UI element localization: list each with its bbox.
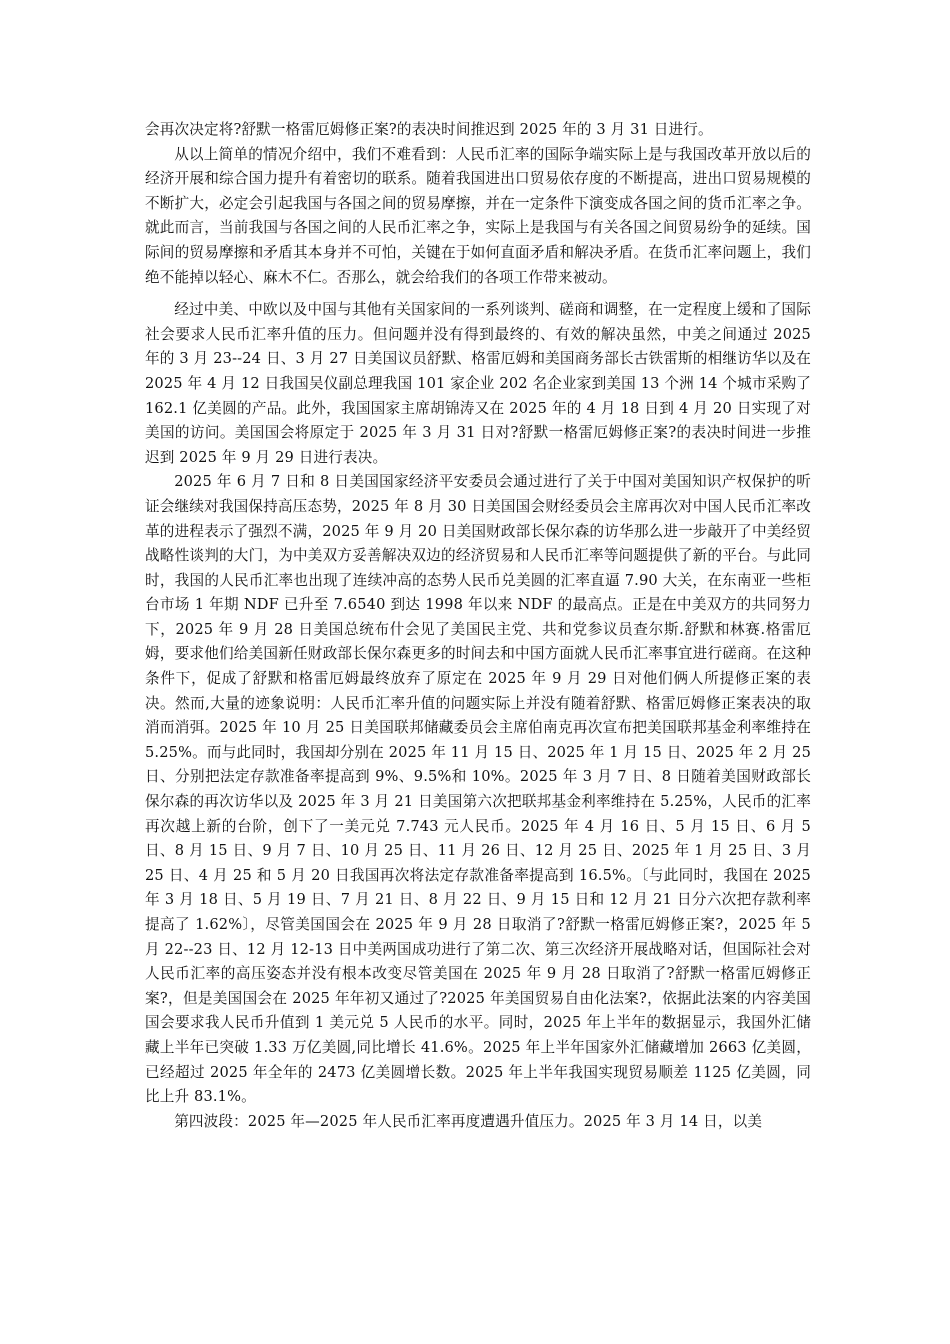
document-page [145, 118, 811, 1134]
paragraph-continuation: 会再次决定将?舒默一格雷厄姆修正案?的表决时间推迟到 2025 年的 3 月 31 日进行。 [145, 121, 713, 138]
paragraph-2025-developments: 2025 年 6 月 7 日和 8 日美国国家经济平安委员会通过进行了关于中国对美国知识产权保护的听证会继续对我国保持高压态势，2025 年 8 月 30 日美国国会财经委员会主席再次对中国人民币汇率改革的进程表示了强烈不满，2025 年 9 月 20 日美国财政部长保尔森的访华那么进一步敲开了中美经贸战略性谈判的大门，为中美双方妥善解决双边的经济贸易和人民币汇率等问题提供了新的平台。与此同时，我国的人民币汇率也出现了连续冲高的态势人民币兑美圆的汇率直逼 7.90 大关，在东南亚一些柜台市场 1 年期 NDF 已升至 7.6540 到达 1998 年以来 NDF 的最高点。正是在中美双方的共同努力下，2025 年 9 月 28 日美国总统布什会见了美国民主党、共和党参议员查尔斯.舒默和林赛.格雷厄姆，要求他们给美国新任财政部长保尔森更多的时间去和中国方面就人民币汇率事宜进行磋商。在这种条件下，促成了舒默和格雷厄姆最终放弃了原定在 2025 年 9 月 29 日对他们俩人所提修正案的表决。然而,大量的迹象说明：人民币汇率升值的问题实际上并没有随着舒默、格雷厄姆修正案表决的取消而消弭。2025 年 10 月 25 日美国联邦储藏委员会主席伯南克再次宣布把美国联邦基金利率维持在 5.25%。而与此同时，我国却分别在 2025 年 11 月 15 日、2025 年 1 月 15 日、2025 年 2 月 25 日、分别把法定存款准备率提高到 9%、9.5%和 10%。2025 年 3 月 7 日、8 日随着美国财政部长保尔森的再次访华以及 2025 年 3 月 21 日美国第六次把联邦基金利率维持在 5.25%，人民币的汇率再次越上新的台阶，创下了一美元兑 7.743 元人民币。2025 年 4 月 16 日、5 月 15 日、6 月 5 日、8 月 15 日、9 月 7 日、10 月 25 日、11 月 26 日、12 月 25 日、2025 年 1 月 25 日、3 月 25 日、4 月 25 和 5 月 20 日我国再次将法定存款准备率提高到 16.5%。〔与此同时，我国在 2025 年 3 月 18 日、5 月 19 日、7 月 21 日、8 月 22 日、9 月 15 日和 12 月 21 日分六次把存款利率提高了 1.62%〕，尽管美国国会在 2025 年 9 月 28 日取消了?舒默一格雷厄姆修正案?，2025 年 5 月 22--23 日、12 月 12-13 日中美两国成功进行了第二次、第三次经济开展战略对话，但国际社会对人民币汇率的高压姿态并没有根本改变尽管美国在 2025 年 9 月 28 日取消了?舒默一格雷厄姆修正案?，但是美国国会在 2025 年年初又通过了?2025 年美国贸易自由化法案?，依据此法案的内容美国国会要求我人民币升值到 1 美元兑 5 人民币的水平。同时，2025 年上半年的数据显示，我国外汇储藏上半年已突破 1.33 万亿美圆,同比增长 41.6%。2025 年上半年国家外汇储藏增加 2663 亿美圆，已经超过 2025 年全年的 2473 亿美圆增长数。2025 年上半年我国实现贸易顺差 1125 亿美圆，同比上升 83.1%。 [145, 473, 811, 1106]
paragraph-summary: 从以上简单的情况介绍中，我们不难看到：人民币汇率的国际争端实际上是与我国改革开放以后的经济开展和综合国力提升有着密切的联系。随着我国进出口贸易依存度的不断提高，进出口贸易规模的不断扩大，必定会引起我国与各国之间的贸易摩擦，并在一定条件下演变成各国之间的货币汇率之争。就此而言，当前我国与各国之间的人民币汇率之争，实际上是我国与有关各国之间贸易纷争的延续。国际间的贸易摩擦和矛盾其本身并不可怕，关键在于如何直面矛盾和解决矛盾。在货币汇率问题上，我们绝不能掉以轻心、麻木不仁。否那么，就会给我们的各项工作带来被动。 [145, 145, 811, 286]
paragraph-fourth-phase: 第四波段：2025 年—2025 年人民币汇率再度遭遇升值压力。2025 年 3 月 14 日，以美 [174, 1112, 763, 1130]
paragraph-negotiations: 经过中美、中欧以及中国与其他有关国家间的一系列谈判、磋商和调整，在一定程度上缓和了国际社会要求人民币汇率升值的压力。但问题并没有得到最终的、有效的解决虽然，中美之间通过 2025 年的 3 月 23--24 日、3 月 27 日美国议员舒默、格雷厄姆和美国商务部长古铁雷斯的相继访华以及在 2025 年 4 月 12 日我国吴仪副总理我国 101 家企业 202 名企业家到美国 13 个洲 14 个城市采购了 162.1 亿美圆的产品。此外，我国国家主席胡锦涛又在 2025 年的 4 月 18 日到 4 月 20 日实现了对美国的访问。美国国会将原定于 2025 年 3 月 31 日对?舒默一格雷厄姆修正案?的表决时间进一步推迟到 2025 年 9 月 29 日进行表决。 [145, 301, 811, 466]
